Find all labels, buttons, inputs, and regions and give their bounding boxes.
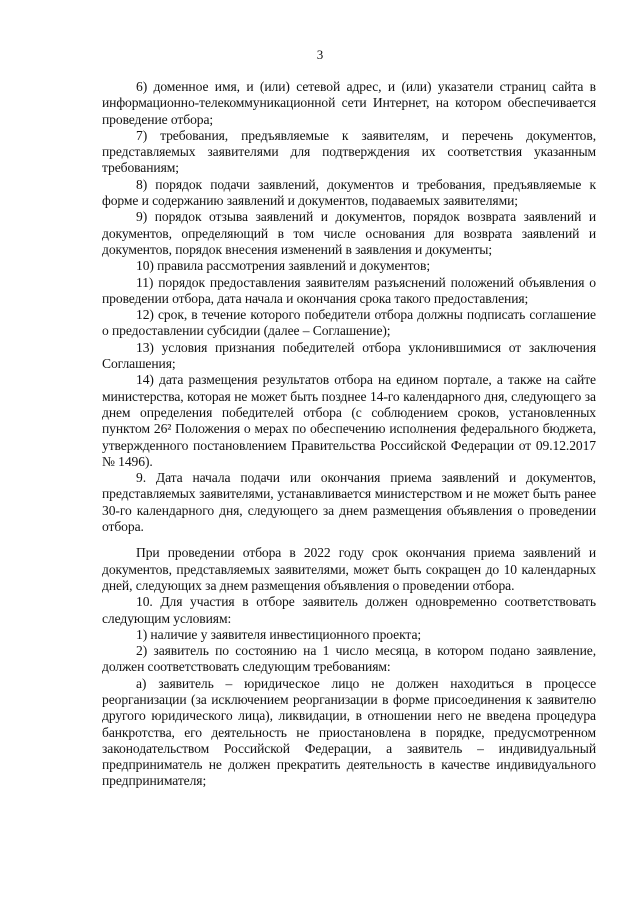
paragraph-item-7: 7) требования, предъявляемые к заявителям, и перечень документов, представляемых заявителями для подтверждения их соответствия указанным требованиям; (102, 127, 596, 176)
clause-9-paragraph: 9. Дата начала подачи или окончания приема заявлений и документов, представляемых заявителями, устанавливается министерством и не может быть ранее 30-го календарного дня, следующего за днем размещения объявления о проведении отбора. (102, 470, 596, 535)
condition-1-paragraph: 1) наличие у заявителя инвестиционного проекта; (136, 626, 422, 642)
paragraph-item-11: 11) порядок предоставления заявителям разъяснений положений объявления о проведении отбора, дата начала и окончания срока такого предоставления; (102, 274, 596, 306)
paragraph-item-14: 14) дата размещения результатов отбора на едином портале, а также на сайте министерства, которая не может быть позднее 14-го календарного дня, следующего за днем определения победителей отбора (с соблюдением сроков, установленных пунктом 26² Положения о мерах по обеспечению исполнения федерального бюджета, утвержденного постановлением Правительства Российской Федерации от 09.12.2017 № 1496). (102, 372, 596, 469)
paragraph-item-10: 10) правила рассмотрения заявлений и документов; (136, 258, 431, 274)
clause-9-2022-paragraph: При проведении отбора в 2022 году срок окончания приема заявлений и документов, представляемых заявителями, может быть сокращен до 10 календарных дней, следующих за днем размещения объявления о проведении отбора. (102, 545, 596, 593)
paragraph-item-8: 8) порядок подачи заявлений, документов и требования, предъявляемые к форме и содержанию заявлений и документов, подаваемых заявителями; (102, 176, 596, 209)
paragraph-item-6: 6) доменное имя, и (или) сетевой адрес, и (или) указатели страниц сайта в информационно-телекоммуникационной сети Интернет, на котором обеспечивается проведение отбора; (102, 79, 596, 127)
paragraph-item-13: 13) условия признания победителей отбора уклонившимися от заключения Соглашения; (102, 339, 596, 372)
document-body (102, 79, 596, 790)
requirement-a-paragraph: а) заявитель – юридическое лицо не должен находиться в процессе реорганизации (за исключением реорганизации в форме присоединения к заявителю другого юридического лица), ликвидации, в отношении него не введена процедура банкротства, его деятельность не приостановлена в порядке, предусмотренном законодательством Российской Федерации, а заявитель – индивидуальный предприниматель не должен прекратить деятельность в качестве индивидуального предпринимателя; (102, 675, 596, 789)
condition-2-paragraph: 2) заявитель по состоянию на 1 число месяца, в котором подано заявление, должен соответствовать следующим требованиям: (102, 643, 596, 675)
paragraph-item-9: 9) порядок отзыва заявлений и документов, порядок возврата заявлений и документов, определяющий в том числе основания для возврата заявлений и документов, порядок внесения изменений в заявления и документы; (102, 209, 596, 257)
paragraph-item-12: 12) срок, в течение которого победители отбора должны подписать соглашение о предоставлении субсидии (далее – Соглашение); (102, 307, 596, 339)
clause-10-paragraph: 10. Для участия в отборе заявитель должен одновременно соответствовать следующим условиям: (102, 594, 596, 626)
page-number: 3 (316, 47, 324, 62)
